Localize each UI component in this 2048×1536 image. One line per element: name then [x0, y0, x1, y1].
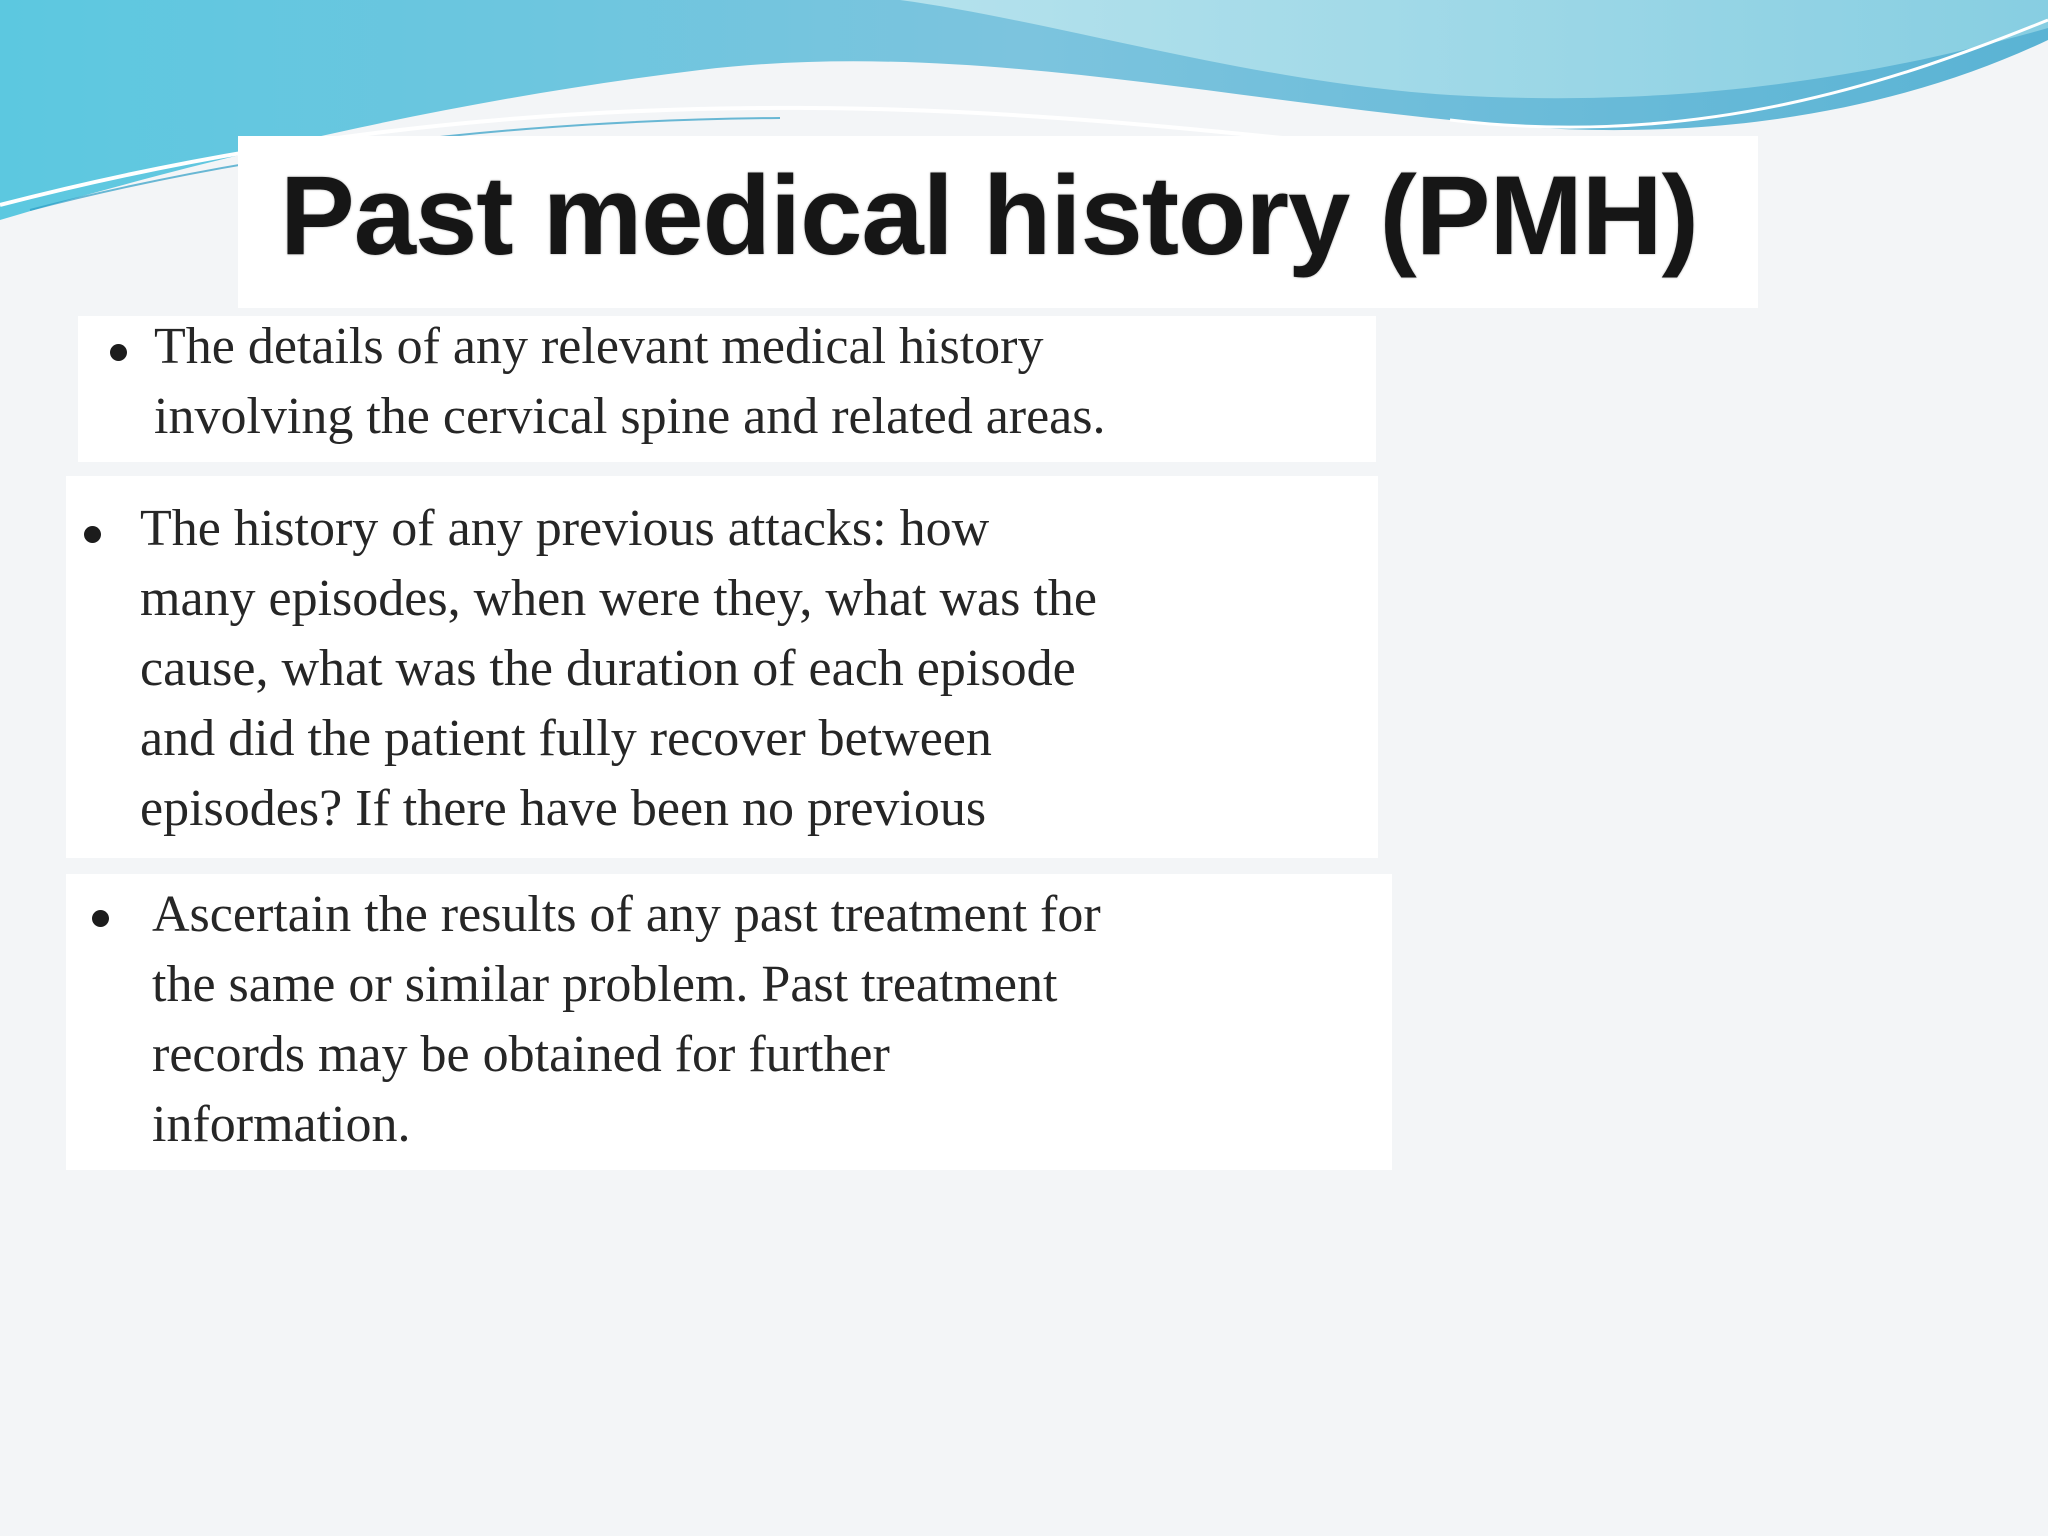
- slide-title: Past medical history (PMH): [280, 153, 1698, 278]
- bullet-item-2: [66, 476, 1378, 858]
- bullet-text-2: The history of any previous attacks: how many episodes, when were they, what was the cause, what was the duration of each episode and did the patient fully recover between episodes? If there have been no previous: [140, 500, 1097, 837]
- bullet-item-3: [66, 874, 1392, 1170]
- bullet-dot-icon: [110, 344, 127, 361]
- bullet-dot-icon: [84, 526, 101, 543]
- title-box: [238, 136, 1758, 308]
- bullet-text-3: Ascertain the results of any past treatment for the same or similar problem. Past treatment records may be obtained for further information.: [152, 886, 1101, 1153]
- bullet-text-1: The details of any relevant medical history involving the cervical spine and related areas.: [154, 318, 1106, 445]
- bullet-dot-icon: [92, 910, 109, 927]
- bullet-item-1: [78, 316, 1376, 462]
